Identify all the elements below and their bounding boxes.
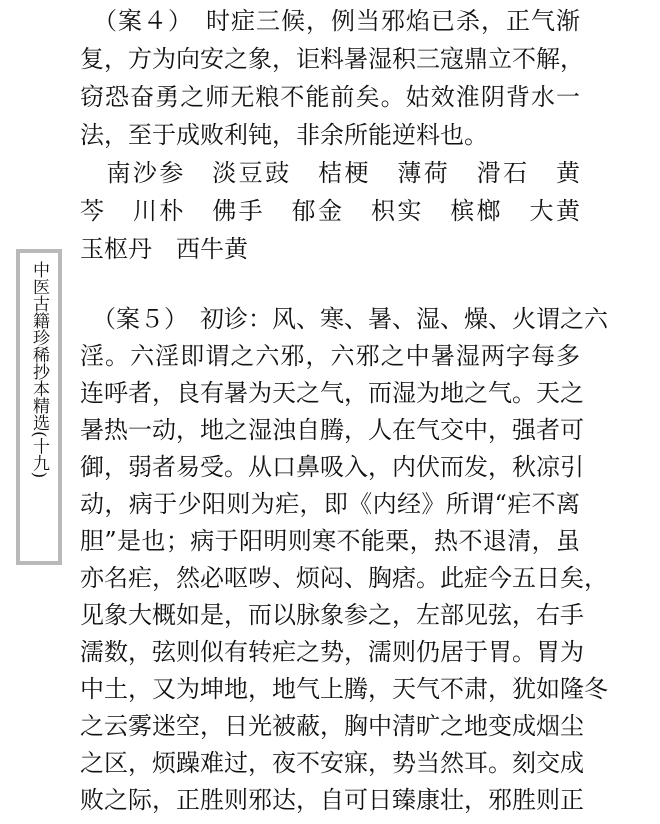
case5-line: 动，病于少阳则为疟，即《内经》所谓“疟不离	[80, 490, 580, 518]
running-head-title: 中医古籍珍稀抄本精选(十九)	[29, 261, 49, 479]
case5-line: （案５） 初诊：风、寒、暑、湿、燥、火谓之六	[80, 305, 608, 333]
case5-line: 见象大概如是，而以脉象参之，左部见弦，右手	[80, 601, 584, 629]
case4-line: 法，至于成败利钝，非余所能逆料也。	[80, 121, 488, 149]
case5-line: 御，弱者易受。从口鼻吸入，内伏而发，秋凉引	[80, 453, 584, 481]
case5-line: 亦名疟，然必呕哕、烦闷、胸痞。此症今五日矣，	[80, 564, 608, 592]
case5-line: 败之际，正胜则邪达，自可日臻康壮，邪胜则正	[80, 786, 584, 814]
case5-line: 淫。六淫即谓之六邪，六邪之中暑湿两字每多	[80, 342, 580, 370]
case5-line: 连呼者，良有暑为天之气，而湿为地之气。天之	[80, 379, 584, 407]
running-head-box	[16, 249, 62, 565]
case5-line: 暑热一动，地之湿浊自腾，人在气交中，强者可	[80, 416, 584, 444]
prescription-line: 芩 川朴 佛手 郁金 枳实 槟榔 大黄	[80, 197, 580, 225]
case5-line: 之区，烦躁难过，夜不安寐，势当然耳。刻交成	[80, 749, 584, 777]
case4-line: 复，方为向安之象，讵料暑湿积三寇鼎立不解，	[80, 45, 584, 73]
case5-line: 之云雾迷空，日光被蔽，胸中清旷之地变成烟尘	[80, 712, 584, 740]
prescription-line: 南沙参 淡豆豉 桔梗 薄荷 滑石 黄	[80, 159, 580, 187]
case4-line: （案４） 时症三候，例当邪焰已杀，正气渐	[80, 7, 580, 35]
case5-line: 胆”是也；病于阳明则寒不能栗，热不退清，虽	[80, 527, 580, 555]
case5-line: 中土，又为坤地，地气上腾，天气不肃，犹如隆冬	[80, 675, 608, 703]
case5-line: 濡数，弦则似有转疟之势，濡则仍居于胃。胃为	[80, 638, 584, 666]
case4-line: 窃恐奋勇之师无粮不能前矣。姑效淮阴背水一	[80, 83, 580, 111]
prescription-line: 玉枢丹 西牛黄	[80, 235, 248, 263]
